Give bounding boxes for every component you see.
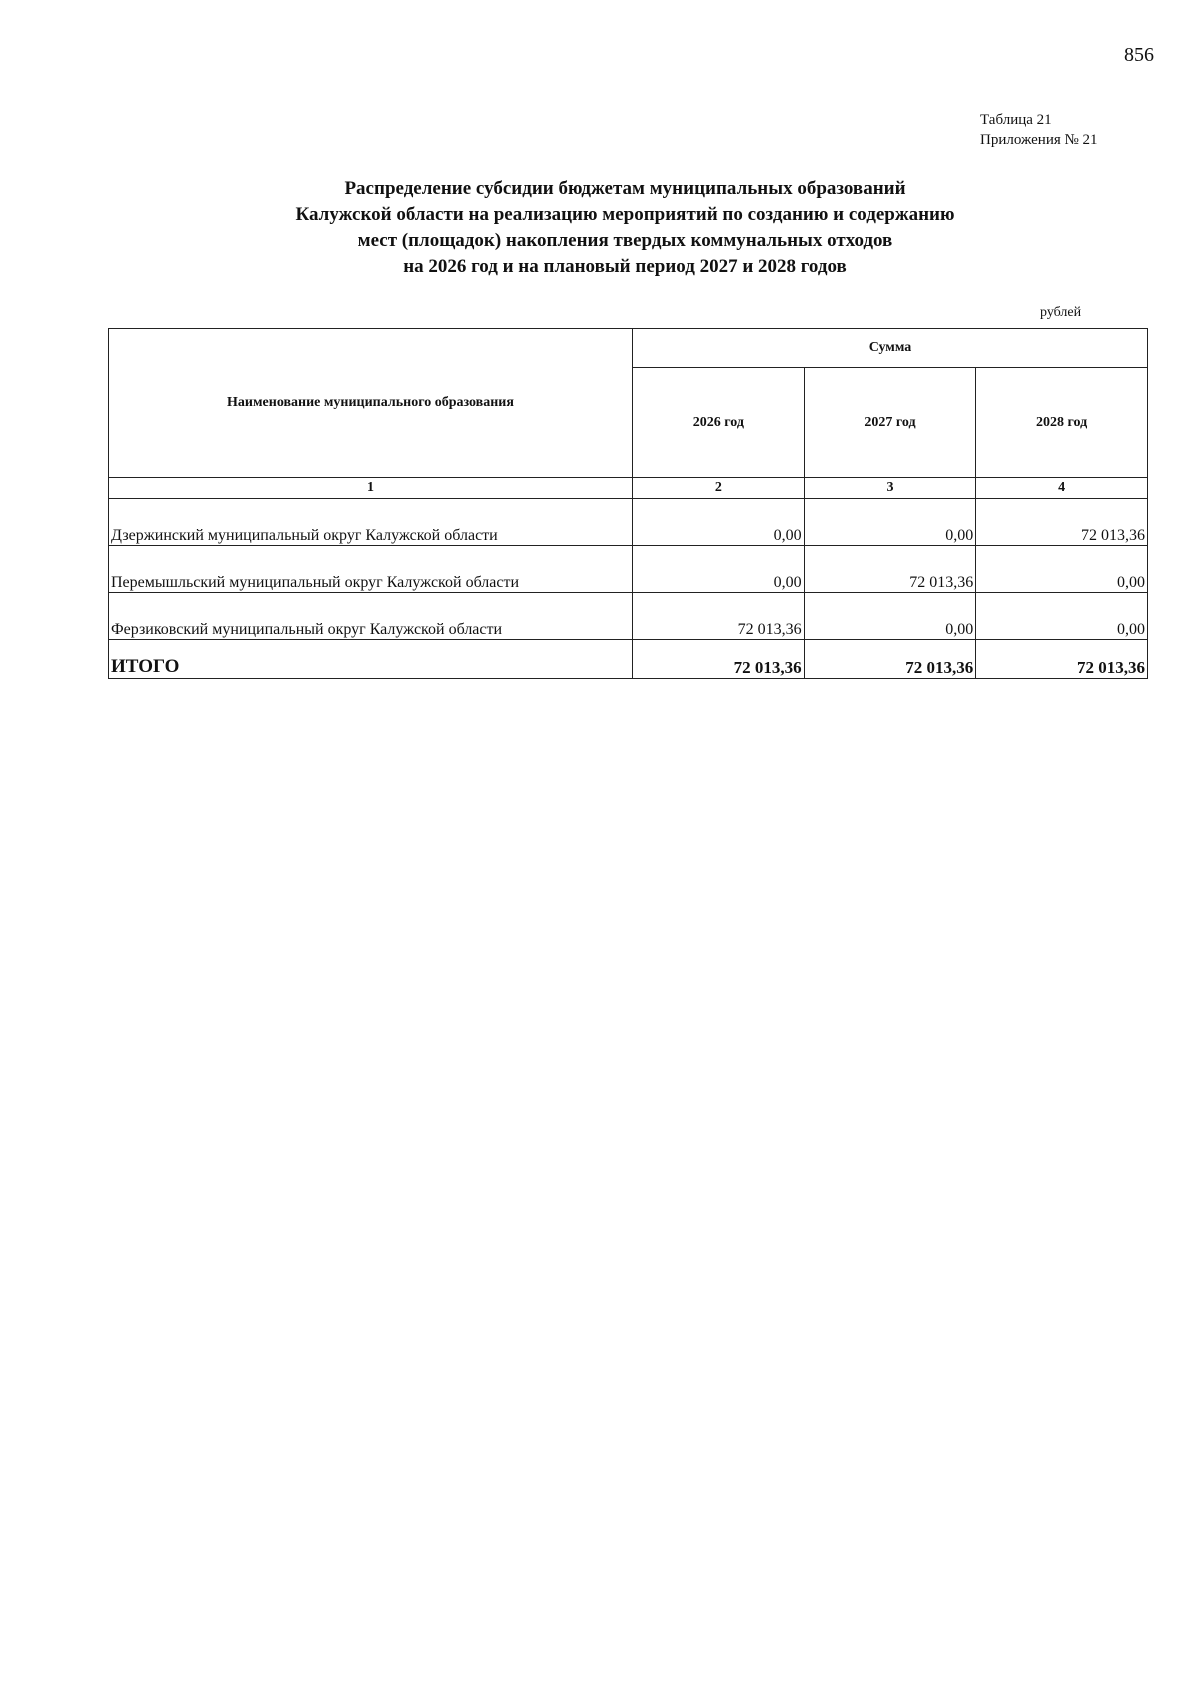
column-number: 2 [633, 478, 805, 499]
total-2027: 72 013,36 [804, 640, 976, 679]
column-number: 1 [109, 478, 633, 499]
header-year-2028: 2028 год [976, 368, 1148, 478]
value-2027: 0,00 [804, 593, 976, 640]
total-label: ИТОГО [109, 640, 633, 679]
header-sum-cell: Сумма [633, 329, 1148, 368]
title-line-2: Калужской области на реализацию мероприятий по созданию и содержанию [295, 204, 955, 225]
column-number: 4 [976, 478, 1148, 499]
table-row [109, 499, 1148, 546]
header-row-1 [109, 329, 1148, 368]
municipality-name: Перемышльский муниципальный округ Калужской области [109, 546, 633, 593]
title-line-3: мест (площадок) накопления твердых коммунальных отходов [357, 230, 893, 251]
title-line-4: на 2026 год и на плановый период 2027 и 2028 годов [403, 256, 847, 277]
table-ref-line1: Таблица 21 [980, 112, 1052, 128]
value-2028: 0,00 [976, 546, 1148, 593]
value-2027: 72 013,36 [804, 546, 976, 593]
total-2026: 72 013,36 [633, 640, 805, 679]
total-row [109, 640, 1148, 679]
value-2027: 0,00 [804, 499, 976, 546]
value-2028: 0,00 [976, 593, 1148, 640]
header-year-2027: 2027 год [804, 368, 976, 478]
table-reference [980, 110, 1098, 150]
value-2026: 0,00 [633, 499, 805, 546]
table-row [109, 593, 1148, 640]
header-year-2026: 2026 год [633, 368, 805, 478]
column-number: 3 [804, 478, 976, 499]
value-2026: 72 013,36 [633, 593, 805, 640]
units-label: рублей [1040, 305, 1082, 320]
table-row [109, 546, 1148, 593]
subsidy-table [108, 328, 1148, 679]
page-number: 856 [1124, 44, 1154, 66]
value-2026: 0,00 [633, 546, 805, 593]
table-ref-line2: Приложения № 21 [980, 132, 1098, 148]
column-number-row [109, 478, 1148, 499]
header-name-cell: Наименование муниципального образования [109, 329, 633, 478]
title-line-1: Распределение субсидии бюджетам муниципальных образований [344, 178, 906, 199]
total-2028: 72 013,36 [976, 640, 1148, 679]
value-2028: 72 013,36 [976, 499, 1148, 546]
municipality-name: Дзержинский муниципальный округ Калужской области [109, 499, 633, 546]
municipality-name: Ферзиковский муниципальный округ Калужской области [109, 593, 633, 640]
document-title [100, 176, 1150, 280]
